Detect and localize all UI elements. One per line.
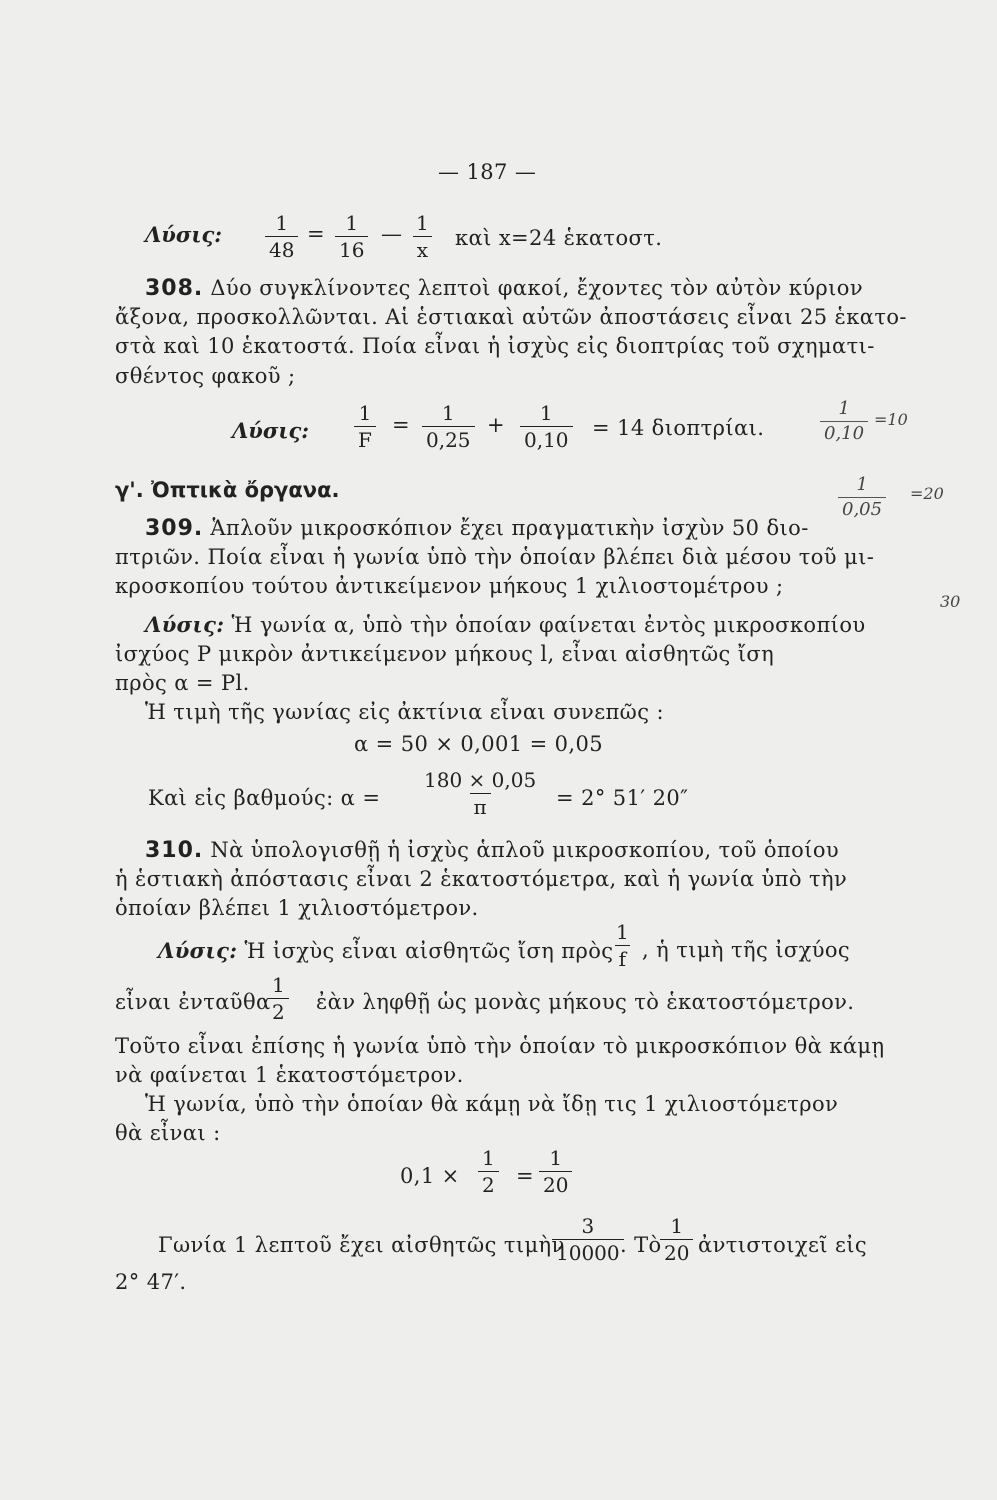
fraction — [420, 770, 540, 817]
problem-310-line2: ἡ ἑστιακὴ ἀπόστασις εἶναι 2 ἑκατοστόμετρα, καὶ ἡ γωνία ὑπὸ τὴν — [115, 867, 848, 891]
solution-text: Ἡ ἰσχὺς εἶναι αἰσθητῶς ἴση πρὸς — [244, 939, 614, 963]
denominator: π — [470, 793, 491, 817]
problem-text: Δύο συγκλίνοντες λεπτοὶ φακοί, ἔχοντες τὸν αὐτὸν κύριον — [210, 276, 864, 300]
denominator: F — [354, 426, 376, 450]
solution-label: Λύσις: — [145, 222, 223, 247]
last-line-a: Γωνία 1 λεπτοῦ ἔχει αἰσθητῶς τιμὴν — [158, 1233, 565, 1257]
last-line-b: . Τὸ — [620, 1233, 662, 1257]
fraction — [660, 1216, 693, 1263]
fraction — [612, 922, 633, 969]
problem-310-line3: ὁποίαν βλέπει 1 χιλιοστόμετρον. — [115, 896, 479, 920]
equation-radians: α = 50 × 0,001 = 0,05 — [354, 732, 604, 756]
solution-label: Λύσις: — [145, 612, 225, 637]
plus-sign: + — [487, 413, 505, 437]
numerator: 1 — [441, 401, 455, 425]
fraction — [412, 213, 433, 260]
denominator: 2 — [268, 998, 289, 1022]
equation-degrees-result: = 2° 51′ 20″ — [556, 786, 689, 810]
solution-310-line1a — [158, 938, 613, 963]
handwritten-value-1: =10 — [874, 410, 908, 429]
section-heading: γ'. Ὀπτικὰ ὄργανα. — [115, 478, 340, 502]
denominator: 2 — [478, 1171, 499, 1195]
solution-310-line5: Ἡ γωνία, ὑπὸ τὴν ὁποίαν θὰ κάμῃ νὰ ἴδῃ τις 1 χιλιοστόμετρον — [145, 1092, 839, 1116]
fraction — [354, 403, 376, 450]
equation-degrees-left: Καὶ εἰς βαθμούς: α = — [148, 786, 381, 810]
solution-310-line3: Τοῦτο εἶναι ἐπίσης ἡ γωνία ὑπὸ τὴν ὁποίαν τὸ μικροσκόπιον θὰ κάμῃ — [115, 1034, 885, 1058]
equals-sign: = — [516, 1164, 534, 1188]
final-value: 2° 47′. — [115, 1270, 187, 1294]
numerator: 1 — [539, 401, 553, 425]
page-number: — 187 — — [438, 160, 537, 184]
denominator: 0,05 — [838, 497, 886, 519]
fraction — [552, 1216, 624, 1263]
numerator: 1 — [549, 1146, 563, 1170]
denominator: 20 — [660, 1239, 693, 1263]
minus-sign: — — [381, 222, 403, 246]
handwritten-note-1 — [820, 400, 868, 443]
numerator: 1 — [272, 973, 285, 997]
numerator: 1 — [358, 401, 372, 425]
numerator: 180 × 0,05 — [424, 768, 537, 792]
denominator: x — [413, 236, 432, 260]
numerator: 1 — [416, 211, 429, 235]
numerator: 3 — [581, 1214, 595, 1238]
problem-number: 308. — [145, 276, 204, 301]
problem-309-line1 — [145, 516, 809, 541]
solution-text: = 14 διοπτρίαι. — [592, 416, 765, 440]
equation-left: 0,1 × — [400, 1164, 460, 1188]
denominator: 0,25 — [422, 426, 475, 450]
problem-310-line1 — [145, 838, 839, 863]
problem-number: 309. — [145, 516, 204, 541]
last-line-c: ἀντιστοιχεῖ εἰς — [698, 1233, 868, 1257]
fraction — [335, 213, 368, 260]
fraction — [520, 403, 573, 450]
fraction — [265, 213, 298, 260]
solution-310-line4: νὰ φαίνεται 1 ἑκατοστόμετρον. — [115, 1063, 464, 1087]
problem-309-line2: πτριῶν. Ποία εἶναι ἡ γωνία ὑπὸ τὴν ὁποίαν βλέπει διὰ μέσου τοῦ μι- — [115, 545, 875, 569]
problem-308-line4: σθέντος φακοῦ ; — [115, 364, 296, 388]
denominator: 10000 — [552, 1239, 624, 1263]
numerator: 1 — [482, 1146, 495, 1170]
solution-309-line2: ἰσχύος P μικρὸν ἀντικείμενον μήκους l, εἶναι αἰσθητῶς ἴση — [115, 642, 775, 666]
fraction — [478, 1148, 499, 1195]
denominator: 48 — [265, 236, 298, 260]
denominator: 16 — [335, 236, 368, 260]
handwritten-value-2: =20 — [910, 484, 944, 503]
numerator: 1 — [670, 1214, 684, 1238]
handwritten-note-3: 30 — [940, 592, 961, 611]
denominator: 0,10 — [520, 426, 573, 450]
solution-309-line4: Ἡ τιμὴ τῆς γωνίας εἰς ἀκτίνια εἶναι συνεπῶς : — [145, 700, 664, 724]
solution-text: Ἡ γωνία α, ὑπὸ τὴν ὁποίαν φαίνεται ἐντὸς μικροσκοπίου — [231, 613, 866, 637]
equals-sign: = — [392, 413, 410, 437]
numerator: 1 — [838, 398, 850, 419]
solution-label: Λύσις: — [158, 938, 238, 963]
solution-310-line1b: , ἡ τιμὴ τῆς ἰσχύος — [642, 938, 851, 962]
equals-sign: = — [307, 222, 325, 246]
problem-number: 310. — [145, 838, 204, 863]
problem-308-line1 — [145, 276, 864, 301]
numerator: 1 — [345, 211, 359, 235]
problem-text: Νὰ ὑπολογισθῇ ἡ ἰσχὺς ἁπλοῦ μικροσκοπίου, τοῦ ὁποίου — [210, 838, 840, 862]
numerator: 1 — [616, 920, 629, 944]
fraction — [539, 1148, 572, 1195]
solution-309-line1 — [145, 612, 866, 637]
denominator: 20 — [539, 1171, 572, 1195]
problem-308-line3: στὰ καὶ 10 ἑκατοστά. Ποία εἶναι ἡ ἰσχὺς εἰς διοπτρίας τοῦ σχηματι- — [115, 334, 875, 358]
fraction — [422, 403, 475, 450]
numerator: 1 — [856, 474, 868, 495]
fraction — [268, 975, 289, 1022]
solution-310-line6: θὰ εἶναι : — [115, 1121, 221, 1145]
numerator: 1 — [275, 211, 289, 235]
solution-310-line2a: εἶναι ἐνταῦθα — [115, 990, 271, 1014]
handwritten-note-2 — [838, 476, 886, 519]
problem-309-line3: κροσκοπίου τούτου ἀντικείμενον μήκους 1 χιλιοστομέτρου ; — [115, 574, 784, 598]
solution-text: καὶ x=24 ἑκατοστ. — [455, 226, 663, 250]
solution-310-line2b: ἐὰν ληφθῇ ὡς μονὰς μήκους τὸ ἑκατοστόμετρον. — [316, 990, 855, 1014]
solution-label: Λύσις: — [232, 418, 310, 443]
denominator: f — [615, 945, 630, 969]
denominator: 0,10 — [820, 421, 868, 443]
solution-309-line3: πρὸς α = Pl. — [115, 671, 250, 695]
problem-text: Ἁπλοῦν μικροσκόπιον ἔχει πραγματικὴν ἰσχὺν 50 διο- — [210, 516, 809, 540]
problem-308-line2: ἄξονα, προσκολλῶνται. Αἱ ἑστιακαὶ αὐτῶν ἀποστάσεις εἶναι 25 ἑκατο- — [115, 305, 907, 329]
